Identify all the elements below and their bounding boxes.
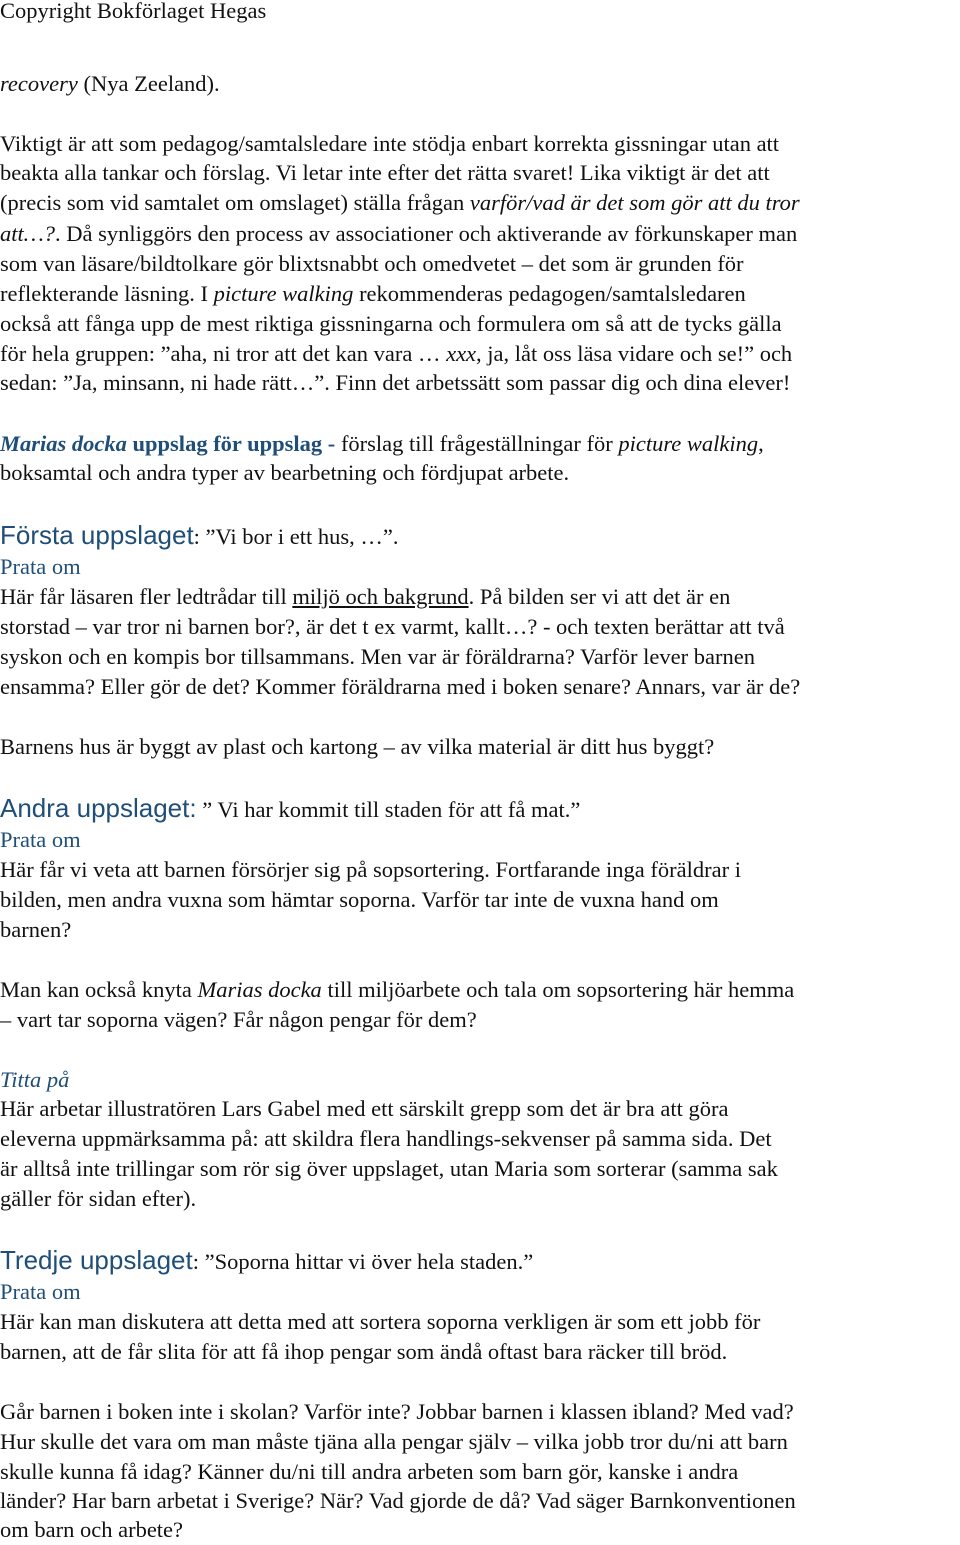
marias-line-2: boksamtal och andra typer av bearbetning och fördjupat arbete. — [0, 460, 570, 485]
s1-line-2: storstad – var tror ni barnen bor?, är det t ex varmt, kallt…? - och texten berättar att två — [0, 614, 785, 639]
s3-line-5: skulle kunna få idag? Känner du/ni till andra arbeten som barn gör, kanske i andra — [0, 1459, 739, 1484]
s1-line-1: Här får läsaren fler ledtrådar till miljö och bakgrund. På bilden ser vi att det är en — [0, 584, 731, 609]
s3-line-3: Går barnen i boken inte i skolan? Varför inte? Jobbar barnen i klassen ibland? Med vad? — [0, 1399, 794, 1424]
marias-heading-line: Marias docka uppslag för uppslag - förslag till frågeställningar för picture walking, — [0, 431, 764, 456]
s3-line-4: Hur skulle det vara om man måste tjäna alla pengar själv – vilka jobb tror du/ni att barn — [0, 1429, 788, 1454]
s3-line-1: Här kan man diskutera att detta med att sortera soporna verkligen är som ett jobb för — [0, 1309, 761, 1334]
s3-line-7: om barn och arbete? — [0, 1517, 184, 1542]
titta-line-1: Här arbetar illustratören Lars Gabel med ett särskilt grepp som det är bra att göra — [0, 1096, 729, 1121]
s1-line-3: syskon och en kompis bor tillsammans. Men var är föräldrarna? Varför lever barnen — [0, 644, 755, 669]
intro-line-1: recovery (Nya Zeeland). — [0, 71, 220, 96]
titta-line-3: är alltså inte trillingar som rör sig över uppslaget, utan Maria som sorterar (samma sak — [0, 1156, 778, 1181]
prata-om-label-3: Prata om — [0, 1279, 81, 1304]
prata-om-label-1: Prata om — [0, 554, 81, 579]
s3-line-2: barnen, att de får slita för att få ihop pengar som ändå oftast bara räcker till bröd. — [0, 1339, 728, 1364]
intro-line-5: att…?. Då synliggörs den process av associationer och aktiverande av förkunskaper man — [0, 221, 798, 246]
s2-line-4: Man kan också knyta Marias docka till miljöarbete och tala om sopsortering här hemma — [0, 977, 795, 1002]
intro-line-2: Viktigt är att som pedagog/samtalsledare inte stödja enbart korrekta gissningar utan att — [0, 131, 780, 156]
section-heading-1: Första uppslaget: ”Vi bor i ett hus, …”. — [0, 520, 399, 550]
titta-pa-label: Titta på — [0, 1067, 70, 1092]
section-heading-3: Tredje uppslaget: ”Soporna hittar vi över hela staden.” — [0, 1245, 534, 1275]
intro-line-9: för hela gruppen: ”aha, ni tror att det kan vara … xxx, ja, låt oss läsa vidare och se!” och — [0, 341, 793, 366]
intro-line-8: också att fånga upp de mest riktiga gissningarna och formulera om så att de tycks gälla — [0, 311, 782, 336]
s2-line-1: Här får vi veta att barnen försörjer sig på sopsortering. Fortfarande inga föräldrar i — [0, 857, 741, 882]
titta-line-4: gäller för sidan efter). — [0, 1186, 197, 1211]
s2-line-3: barnen? — [0, 917, 72, 942]
s1-line-5: Barnens hus är byggt av plast och kartong – av vilka material är ditt hus byggt? — [0, 734, 715, 759]
s2-line-5: – vart tar soporna vägen? Får någon pengar för dem? — [0, 1007, 477, 1032]
s2-line-2: bilden, men andra vuxna som hämtar soporna. Varför tar inte de vuxna hand om — [0, 887, 719, 912]
s1-line-4: ensamma? Eller gör de det? Kommer föräldrarna med i boken senare? Annars, var är de? — [0, 674, 801, 699]
section-heading-2: Andra uppslaget: ” Vi har kommit till staden för att få mat.” — [0, 793, 581, 823]
intro-line-4: (precis som vid samtalet om omslaget) ställa frågan varför/vad är det som gör att du tror — [0, 190, 800, 215]
intro-line-10: sedan: ”Ja, minsann, ni hade rätt…”. Finn det arbetssätt som passar dig och dina elever! — [0, 370, 791, 395]
copyright-header: Copyright Bokförlaget Hegas — [0, 0, 267, 23]
intro-line-7: reflekterande läsning. I picture walking rekommenderas pedagogen/samtalsledaren — [0, 281, 746, 306]
prata-om-label-2: Prata om — [0, 827, 81, 852]
intro-line-6: som van läsare/bildtolkare gör blixtsnabbt och omedvetet – det som är grunden för — [0, 251, 744, 276]
titta-line-2: eleverna uppmärksamma på: att skildra flera handlings-sekvenser på samma sida. Det — [0, 1126, 772, 1151]
s3-line-6: länder? Har barn arbetat i Sverige? När? Vad gjorde de då? Vad säger Barnkonventionen — [0, 1488, 796, 1513]
intro-line-3: beakta alla tankar och förslag. Vi letar inte efter det rätta svaret! Lika viktigt är det att — [0, 160, 770, 185]
